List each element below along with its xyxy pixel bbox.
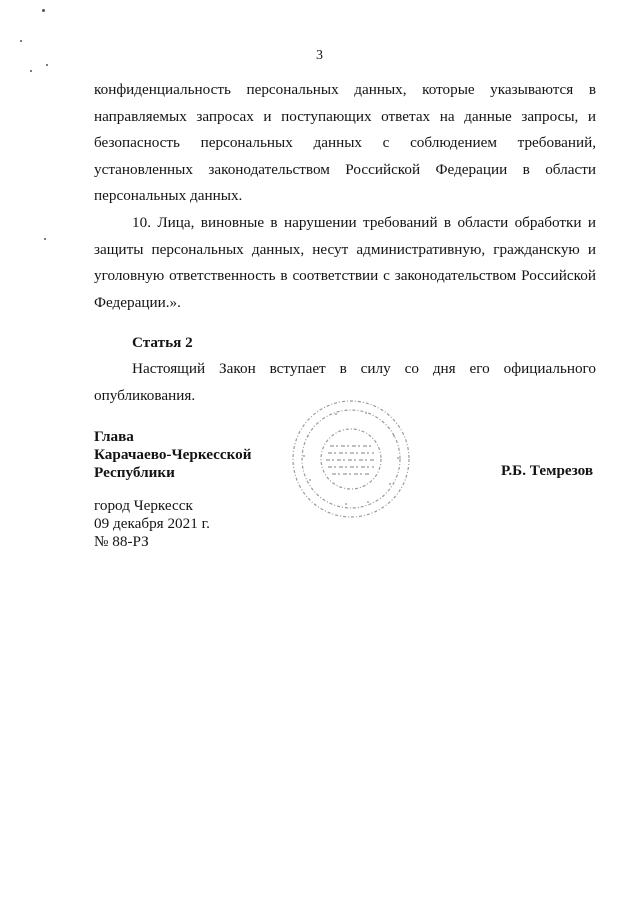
page-number: 3: [316, 48, 323, 63]
signer-title-line: Глава: [94, 428, 134, 445]
article-text: Настоящий Закон вступает в силу со дня его официального опубликования.: [94, 360, 596, 404]
signer-title-line: Карачаево-Черкесской: [94, 446, 252, 463]
scan-speck: [42, 9, 45, 12]
paragraph-10: 10. Лица, виновные в нарушении требований в области обработки и защиты персональных данных, несут административную, гражданскую и уголовную ответственность в соответствии с законодательством Российской Федерации.».: [94, 214, 596, 311]
meta-number: № 88-РЗ: [94, 533, 149, 550]
signer-name: Р.Б. Темрезов: [501, 462, 594, 479]
article-heading: Статья 2: [132, 334, 193, 351]
paragraph-continued: конфиденциальность персональных данных, которые указываются в направляемых запросах и поступающих ответах на данные запросы, и безопасность персональных данных с соблюдением требований, установленных законодательством Российской Федерации в области персональных данных.: [94, 81, 596, 205]
signer-title: [94, 428, 252, 482]
document-meta: [94, 497, 210, 551]
meta-date: 09 декабря 2021 г.: [94, 515, 210, 532]
scan-speck: [30, 70, 32, 72]
signer-title-line: Республики: [94, 464, 175, 481]
scan-speck: [44, 238, 46, 240]
scan-speck: [46, 64, 48, 66]
scan-speck: [20, 40, 22, 42]
seal-stamp-icon: [286, 396, 416, 522]
meta-city: город Черкесск: [94, 497, 193, 514]
